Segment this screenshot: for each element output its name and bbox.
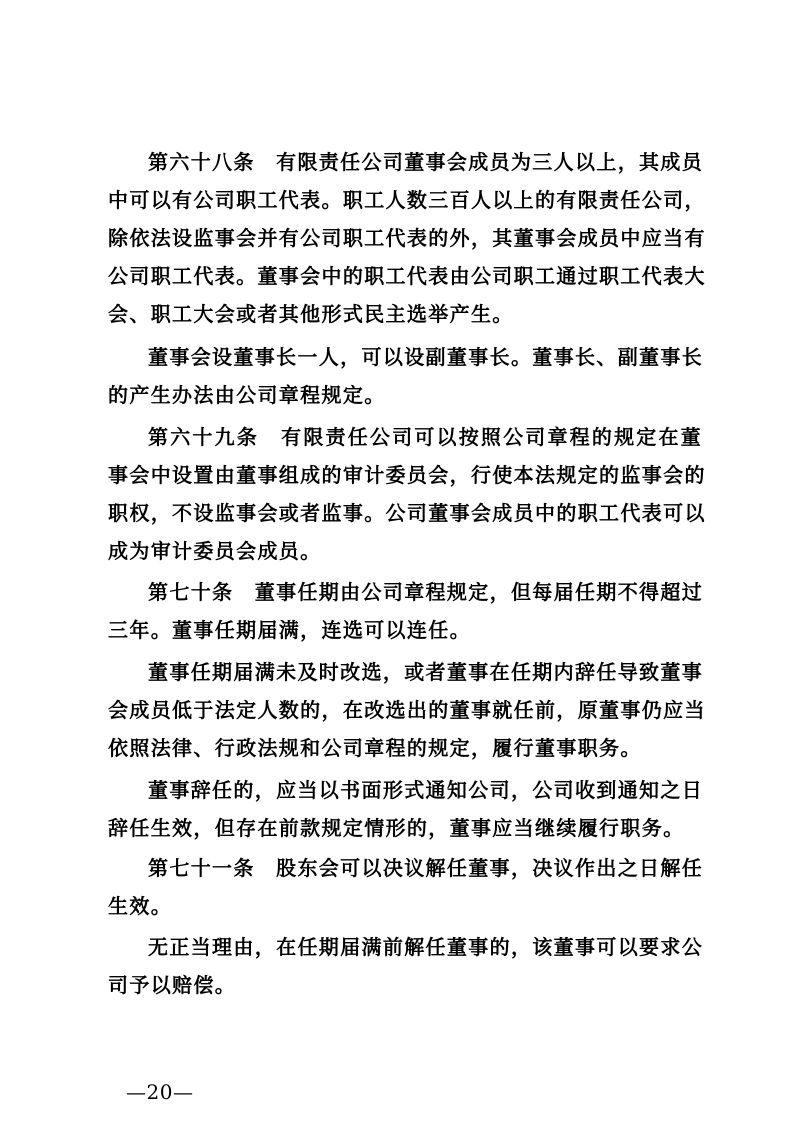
text-line: 的产生办法由公司章程规定。 bbox=[108, 383, 386, 407]
page-number: —20— bbox=[126, 1080, 194, 1104]
text-line: 职权，不设监事会或者监事。公司董事会成员中的职工代表可以 bbox=[108, 501, 706, 525]
text-line: 司予以赔偿。 bbox=[108, 973, 237, 997]
text-line: 中可以有公司职工代表。职工人数三百人以上的有限责任公司， bbox=[108, 188, 706, 212]
text-line: 第七十一条 股东会可以决议解任董事，决议作出之日解任 bbox=[148, 856, 704, 880]
text-line: 第六十九条 有限责任公司可以按照公司章程的规定在董 bbox=[148, 425, 702, 449]
text-line: 成为审计委员会成员。 bbox=[108, 539, 322, 563]
text-line: 生效。 bbox=[108, 894, 173, 918]
text-line: 第七十条 董事任期由公司章程规定，但每届任期不得超过 bbox=[148, 580, 704, 604]
text-line: 依照法律、行政法规和公司章程的规定，履行董事职务。 bbox=[108, 736, 642, 760]
text-line: 除依法设监事会并有公司职工代表的外，其董事会成员中应当有 bbox=[108, 226, 706, 250]
text-line: 辞任生效，但存在前款规定情形的，董事应当继续履行职务。 bbox=[108, 816, 685, 840]
text-line: 会、职工大会或者其他形式民主选举产生。 bbox=[108, 302, 514, 326]
text-line: 会成员低于法定人数的，在改选出的董事就任前，原董事仍应当 bbox=[108, 698, 706, 722]
text-line: 第六十八条 有限责任公司董事会成员为三人以上，其成员 bbox=[148, 150, 704, 174]
text-line: 董事会设董事长一人，可以设副董事长。董事长、副董事长 bbox=[148, 345, 704, 369]
text-line: 董事辞任的，应当以书面形式通知公司，公司收到通知之日 bbox=[148, 778, 704, 802]
text-line: 公司职工代表。董事会中的职工代表由公司职工通过职工代表大 bbox=[108, 264, 706, 288]
text-line: 事会中设置由董事组成的审计委员会，行使本法规定的监事会的 bbox=[108, 463, 706, 487]
text-line: 无正当理由，在任期届满前解任董事的，该董事可以要求公 bbox=[148, 935, 704, 959]
text-line: 董事任期届满未及时改选，或者董事在任期内辞任导致董事 bbox=[148, 660, 704, 684]
text-line: 三年。董事任期届满，连选可以连任。 bbox=[108, 618, 471, 642]
